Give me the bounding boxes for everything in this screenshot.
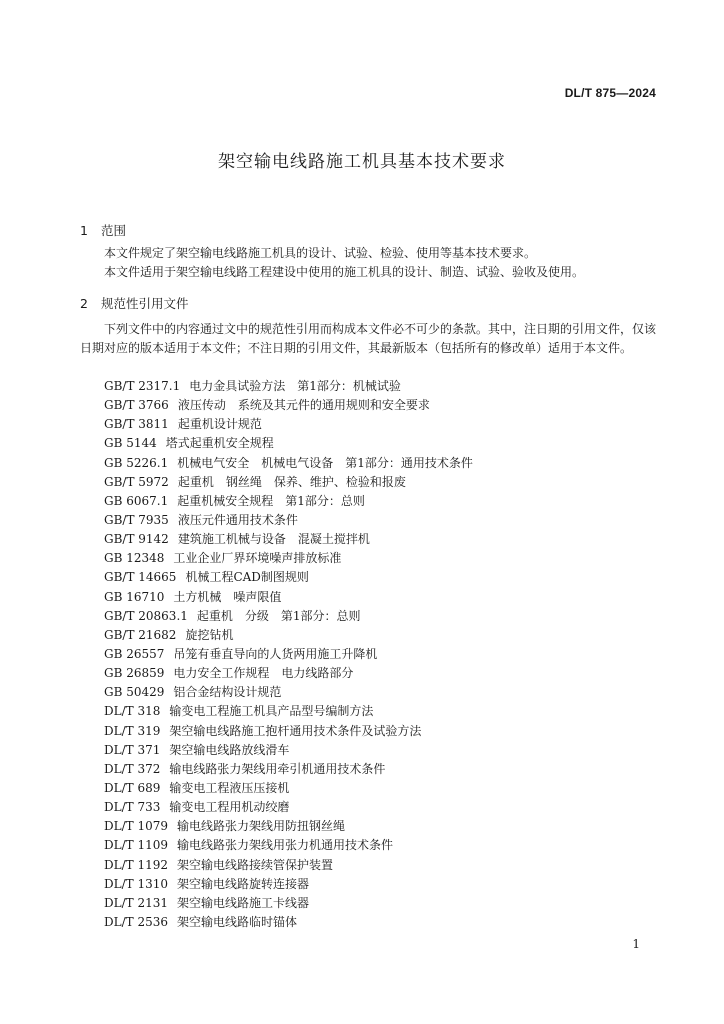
section-title: 范围: [100, 223, 126, 238]
reference-title: 起重机设计规范: [177, 417, 262, 432]
reference-code: DL/T 371: [104, 742, 161, 757]
reference-code: DL/T 733: [104, 800, 161, 815]
standard-code: DL/T 875—2024: [564, 86, 656, 100]
reference-code: GB 6067.1: [104, 493, 169, 508]
reference-item: [104, 396, 473, 415]
reference-code: GB 5226.1: [104, 455, 169, 470]
reference-title: 机械工程CAD制图规则: [185, 570, 309, 585]
reference-item: [104, 568, 473, 587]
reference-title: 塔式起重机安全规程: [165, 436, 274, 451]
section-heading-scope: [80, 221, 126, 239]
section-heading-references: [80, 294, 189, 312]
reference-code: DL/T 2131: [104, 895, 168, 910]
page-number: 1: [632, 937, 640, 951]
scope-paragraph-1: 本文件规定了架空输电线路施工机具的设计、试验、检验、使用等基本技术要求。: [104, 246, 537, 260]
reference-title: 输变电工程施工机具产品型号编制方法: [169, 704, 374, 719]
section-number: 2: [80, 296, 88, 311]
reference-code: GB 16710: [104, 589, 165, 604]
reference-item: [104, 415, 473, 434]
reference-code: DL/T 318: [104, 704, 161, 719]
reference-item: [104, 473, 473, 492]
reference-item: [104, 913, 473, 932]
reference-code: GB/T 5972: [104, 474, 169, 489]
reference-title: 起重机 分级 第1部分：总则: [196, 608, 361, 623]
reference-title: 吊笼有垂直导向的人货两用施工升降机: [173, 646, 378, 661]
reference-item: [104, 741, 473, 760]
reference-code: DL/T 1310: [104, 876, 168, 891]
reference-title: 起重机 钢丝绳 保养、维护、检验和报废: [177, 474, 406, 489]
reference-code: DL/T 689: [104, 780, 161, 795]
section-number: 1: [80, 223, 88, 238]
reference-item: [104, 645, 473, 664]
reference-code: GB/T 7935: [104, 512, 169, 527]
reference-code: GB/T 9142: [104, 532, 169, 547]
reference-title: 电力安全工作规程 电力线路部分: [173, 666, 354, 681]
reference-item: [104, 836, 473, 855]
reference-code: GB/T 21682: [104, 627, 177, 642]
section-title: 规范性引用文件: [100, 296, 189, 311]
reference-title: 输变电工程用机动绞磨: [169, 800, 290, 815]
reference-item: [104, 454, 473, 473]
reference-title: 输电线路张力架线用张力机通用技术条件: [177, 838, 394, 853]
scope-paragraph-2: 本文件适用于架空输电线路工程建设中使用的施工机具的设计、制造、试验、验收及使用。: [104, 265, 585, 279]
reference-title: 建筑施工机械与设备 混凝土搅拌机: [177, 532, 370, 547]
reference-item: [104, 492, 473, 511]
reference-code: DL/T 1079: [104, 819, 168, 834]
reference-item: [104, 434, 473, 453]
reference-title: 输变电工程液压压接机: [169, 780, 290, 795]
reference-title: 架空输电线路接续管保护装置: [177, 857, 334, 872]
reference-title: 起重机械安全规程 第1部分：总则: [177, 493, 365, 508]
reference-title: 架空输电线路临时锚体: [177, 914, 298, 929]
reference-title: 输电线路张力架线用防扭钢丝绳: [177, 819, 346, 834]
reference-code: GB 26859: [104, 666, 165, 681]
reference-code: GB 5144: [104, 436, 157, 451]
reference-title: 液压元件通用技术条件: [177, 512, 298, 527]
reference-item: [104, 894, 473, 913]
reference-item: [104, 779, 473, 798]
normative-reference-list: [104, 377, 473, 932]
reference-item: [104, 664, 473, 683]
reference-title: 工业企业厂界环境噪声排放标准: [173, 551, 342, 566]
reference-code: GB/T 3766: [104, 398, 169, 413]
reference-title: 架空输电线路施工卡线器: [177, 895, 310, 910]
reference-title: 输电线路张力架线用牵引机通用技术条件: [169, 761, 386, 776]
reference-item: [104, 588, 473, 607]
reference-code: DL/T 319: [104, 723, 161, 738]
reference-code: GB/T 3811: [104, 417, 169, 432]
reference-item: [104, 607, 473, 626]
reference-item: [104, 702, 473, 721]
reference-item: [104, 511, 473, 530]
reference-code: DL/T 372: [104, 761, 161, 776]
reference-code: DL/T 1192: [104, 857, 168, 872]
reference-item: [104, 798, 473, 817]
reference-item: [104, 722, 473, 741]
reference-item: [104, 875, 473, 894]
reference-code: GB 12348: [104, 551, 165, 566]
reference-title: 旋挖钻机: [185, 627, 234, 642]
reference-title: 电力金具试验方法 第1部分：机械试验: [189, 379, 401, 393]
reference-title: 液压传动 系统及其元件的通用规则和安全要求: [177, 398, 430, 413]
reference-item: [104, 760, 473, 779]
reference-item: [104, 549, 473, 568]
reference-code: DL/T 2536: [104, 914, 168, 929]
reference-item: [104, 683, 473, 702]
document-title: 架空输电线路施工机具基本技术要求: [218, 152, 506, 172]
reference-item: [104, 530, 473, 549]
reference-title: 架空输电线路施工抱杆通用技术条件及试验方法: [169, 723, 422, 738]
reference-code: GB/T 14665: [104, 570, 177, 585]
reference-title: 铝合金结构设计规范: [173, 685, 282, 700]
reference-title: 架空输电线路放线滑车: [169, 742, 290, 757]
references-intro-paragraph: 下列文件中的内容通过文中的规范性引用而构成本文件必不可少的条款。其中，注日期的引用文件，仅该日期对应的版本适用于本文件；不注日期的引用文件，其最新版本（包括所有的修改单）适用于本文件。: [80, 322, 657, 355]
reference-code: GB/T 2317.1: [104, 379, 181, 393]
reference-item: [104, 817, 473, 836]
reference-code: GB/T 20863.1: [104, 608, 188, 623]
reference-title: 机械电气安全 机械电气设备 第1部分：通用技术条件: [177, 455, 473, 470]
reference-code: GB 26557: [104, 646, 165, 661]
reference-item: [104, 856, 473, 875]
reference-code: DL/T 1109: [104, 838, 168, 853]
reference-code: GB 50429: [104, 685, 165, 700]
reference-item: [104, 626, 473, 645]
reference-title: 土方机械 噪声限值: [173, 589, 282, 604]
reference-item: [104, 377, 473, 396]
reference-title: 架空输电线路旋转连接器: [177, 876, 310, 891]
